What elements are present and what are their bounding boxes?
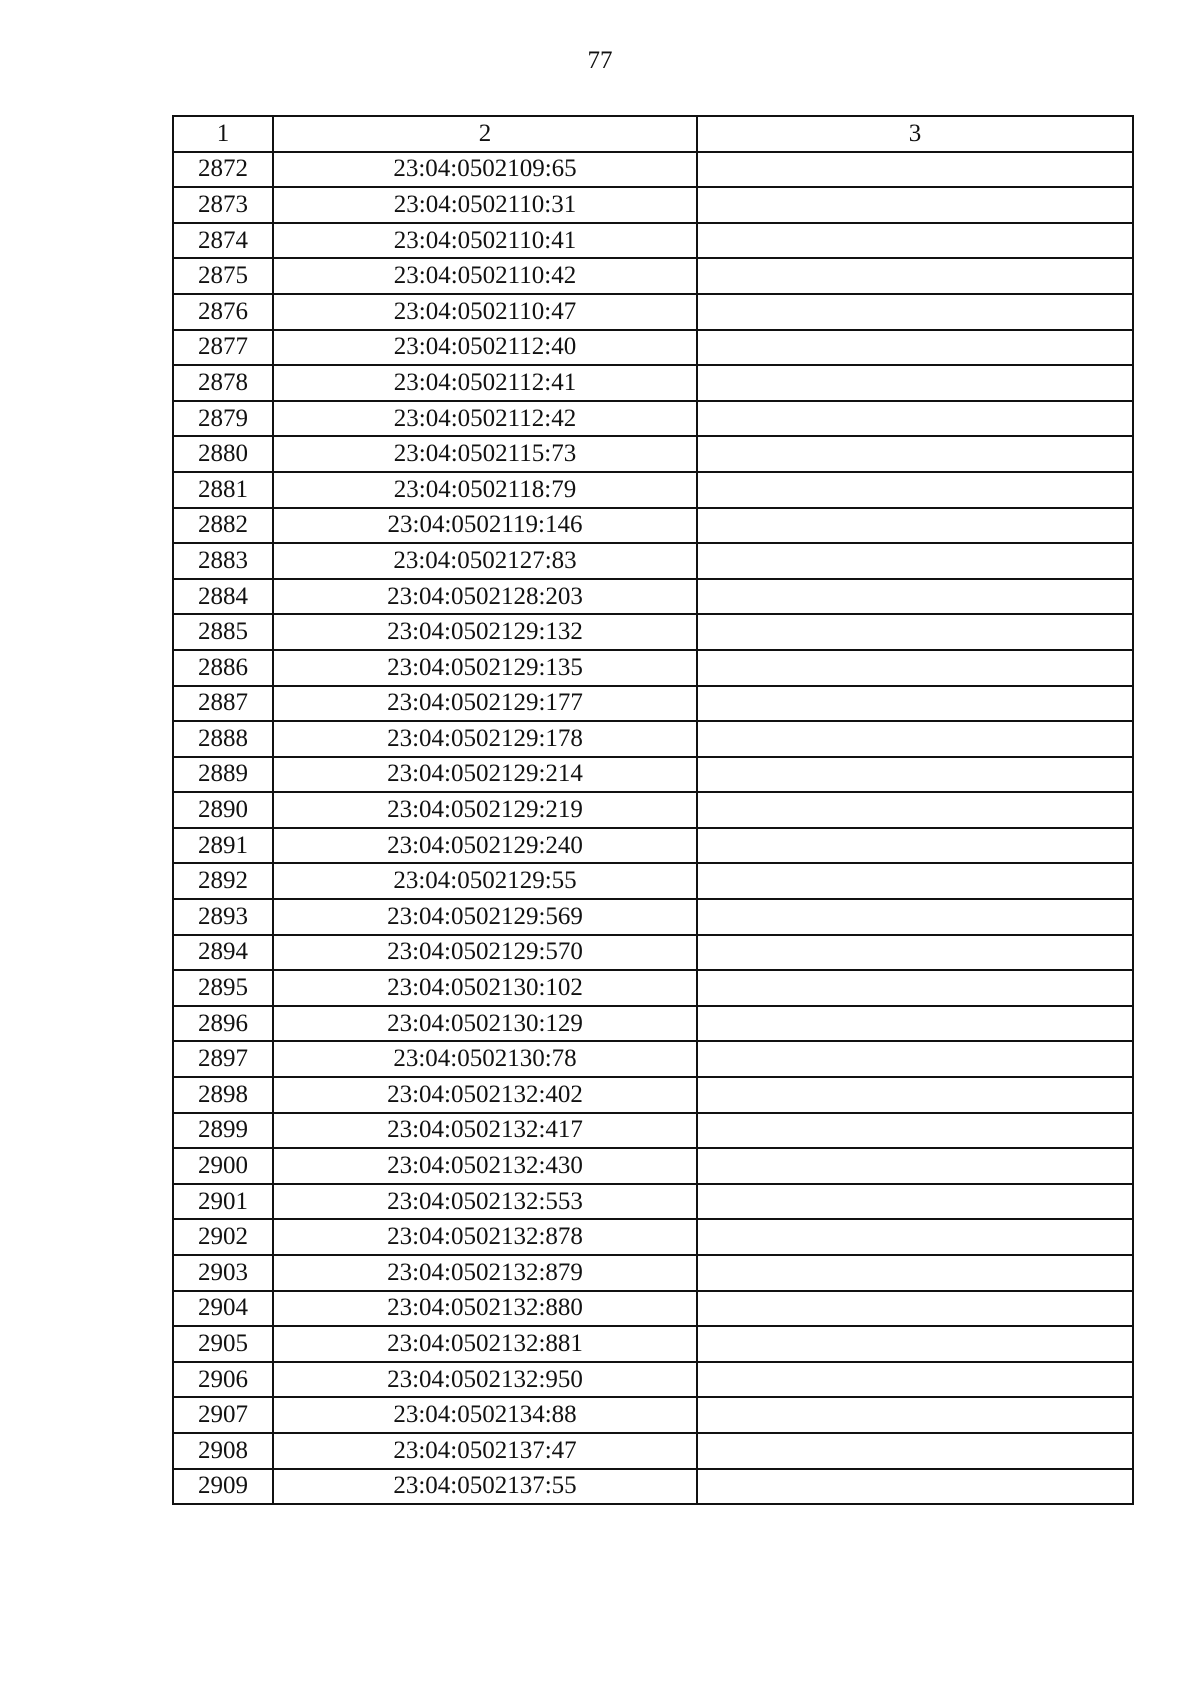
note-cell	[697, 223, 1133, 259]
row-number-cell: 2880	[173, 436, 273, 472]
note-cell	[697, 721, 1133, 757]
note-cell	[697, 1041, 1133, 1077]
cadastral-number-cell: 23:04:0502132:950	[273, 1362, 697, 1398]
cadastral-number-cell: 23:04:0502129:214	[273, 757, 697, 793]
cadastral-number-cell: 23:04:0502132:880	[273, 1291, 697, 1327]
cadastral-number-cell: 23:04:0502129:569	[273, 899, 697, 935]
row-number-cell: 2884	[173, 579, 273, 615]
table-row	[173, 187, 1133, 223]
cadastral-number-cell: 23:04:0502129:219	[273, 792, 697, 828]
row-number-cell: 2901	[173, 1184, 273, 1220]
row-number-cell: 2891	[173, 828, 273, 864]
note-cell	[697, 579, 1133, 615]
cadastral-number-cell: 23:04:0502132:402	[273, 1077, 697, 1113]
table-row	[173, 757, 1133, 793]
table-row	[173, 970, 1133, 1006]
row-number-cell: 2894	[173, 935, 273, 971]
cadastral-number-cell: 23:04:0502137:55	[273, 1469, 697, 1505]
cadastral-number-cell: 23:04:0502132:879	[273, 1255, 697, 1291]
cadastral-number-cell: 23:04:0502109:65	[273, 152, 697, 188]
row-number-cell: 2900	[173, 1148, 273, 1184]
table-row	[173, 1326, 1133, 1362]
cadastral-number-cell: 23:04:0502112:40	[273, 330, 697, 366]
cadastral-number-cell: 23:04:0502137:47	[273, 1433, 697, 1469]
registry-table	[172, 115, 1134, 1505]
table-row	[173, 721, 1133, 757]
row-number-cell: 2902	[173, 1219, 273, 1255]
row-number-cell: 2899	[173, 1113, 273, 1149]
table-row	[173, 223, 1133, 259]
row-number-cell: 2888	[173, 721, 273, 757]
note-cell	[697, 1113, 1133, 1149]
note-cell	[697, 436, 1133, 472]
table-row	[173, 294, 1133, 330]
note-cell	[697, 899, 1133, 935]
cadastral-number-cell: 23:04:0502129:177	[273, 686, 697, 722]
note-cell	[697, 472, 1133, 508]
note-cell	[697, 757, 1133, 793]
row-number-cell: 2889	[173, 757, 273, 793]
note-cell	[697, 401, 1133, 437]
table-row	[173, 1113, 1133, 1149]
table-row	[173, 1255, 1133, 1291]
note-cell	[697, 650, 1133, 686]
row-number-cell: 2875	[173, 258, 273, 294]
cadastral-number-cell: 23:04:0502129:570	[273, 935, 697, 971]
table-row	[173, 686, 1133, 722]
row-number-cell: 2872	[173, 152, 273, 188]
page-number: 77	[587, 47, 613, 74]
table-row	[173, 1148, 1133, 1184]
table-row	[173, 543, 1133, 579]
table-row	[173, 935, 1133, 971]
row-number-cell: 2887	[173, 686, 273, 722]
row-number-cell: 2873	[173, 187, 273, 223]
row-number-cell: 2883	[173, 543, 273, 579]
row-number-cell: 2874	[173, 223, 273, 259]
row-number-cell: 2878	[173, 365, 273, 401]
table-row	[173, 330, 1133, 366]
table-row	[173, 401, 1133, 437]
table-row	[173, 1077, 1133, 1113]
row-number-cell: 2881	[173, 472, 273, 508]
table-row	[173, 1219, 1133, 1255]
table-row	[173, 828, 1133, 864]
note-cell	[697, 792, 1133, 828]
note-cell	[697, 258, 1133, 294]
cadastral-number-cell: 23:04:0502118:79	[273, 472, 697, 508]
row-number-cell: 2893	[173, 899, 273, 935]
table-header-row	[173, 116, 1133, 152]
table-row	[173, 508, 1133, 544]
cadastral-number-cell: 23:04:0502130:129	[273, 1006, 697, 1042]
row-number-cell: 2876	[173, 294, 273, 330]
row-number-cell: 2892	[173, 863, 273, 899]
table-row	[173, 436, 1133, 472]
note-cell	[697, 330, 1133, 366]
note-cell	[697, 1362, 1133, 1398]
column-header-2: 2	[273, 116, 697, 152]
cadastral-number-cell: 23:04:0502110:41	[273, 223, 697, 259]
note-cell	[697, 1255, 1133, 1291]
cadastral-number-cell: 23:04:0502110:31	[273, 187, 697, 223]
table-row	[173, 863, 1133, 899]
row-number-cell: 2882	[173, 508, 273, 544]
row-number-cell: 2877	[173, 330, 273, 366]
note-cell	[697, 1469, 1133, 1505]
table-row	[173, 152, 1133, 188]
row-number-cell: 2908	[173, 1433, 273, 1469]
row-number-cell: 2903	[173, 1255, 273, 1291]
cadastral-number-cell: 23:04:0502110:47	[273, 294, 697, 330]
note-cell	[697, 1148, 1133, 1184]
row-number-cell: 2896	[173, 1006, 273, 1042]
cadastral-number-cell: 23:04:0502129:132	[273, 614, 697, 650]
note-cell	[697, 614, 1133, 650]
note-cell	[697, 828, 1133, 864]
table-row	[173, 614, 1133, 650]
table-row	[173, 579, 1133, 615]
note-cell	[697, 1397, 1133, 1433]
table-row	[173, 1469, 1133, 1505]
row-number-cell: 2904	[173, 1291, 273, 1327]
column-header-1: 1	[173, 116, 273, 152]
table-row	[173, 792, 1133, 828]
cadastral-number-cell: 23:04:0502132:430	[273, 1148, 697, 1184]
note-cell	[697, 970, 1133, 1006]
table-row	[173, 472, 1133, 508]
cadastral-number-cell: 23:04:0502132:878	[273, 1219, 697, 1255]
row-number-cell: 2885	[173, 614, 273, 650]
cadastral-number-cell: 23:04:0502127:83	[273, 543, 697, 579]
table-row	[173, 1041, 1133, 1077]
note-cell	[697, 294, 1133, 330]
table-row	[173, 365, 1133, 401]
note-cell	[697, 365, 1133, 401]
table-row	[173, 1006, 1133, 1042]
row-number-cell: 2907	[173, 1397, 273, 1433]
row-number-cell: 2886	[173, 650, 273, 686]
cadastral-number-cell: 23:04:0502119:146	[273, 508, 697, 544]
note-cell	[697, 1006, 1133, 1042]
cadastral-number-cell: 23:04:0502115:73	[273, 436, 697, 472]
table-row	[173, 1291, 1133, 1327]
note-cell	[697, 1433, 1133, 1469]
note-cell	[697, 686, 1133, 722]
column-header-3: 3	[697, 116, 1133, 152]
cadastral-number-cell: 23:04:0502132:553	[273, 1184, 697, 1220]
note-cell	[697, 863, 1133, 899]
note-cell	[697, 935, 1133, 971]
table-row	[173, 1433, 1133, 1469]
note-cell	[697, 1219, 1133, 1255]
note-cell	[697, 543, 1133, 579]
registry-table-body	[173, 116, 1133, 1504]
row-number-cell: 2890	[173, 792, 273, 828]
note-cell	[697, 152, 1133, 188]
cadastral-number-cell: 23:04:0502110:42	[273, 258, 697, 294]
row-number-cell: 2909	[173, 1469, 273, 1505]
row-number-cell: 2879	[173, 401, 273, 437]
table-row	[173, 1397, 1133, 1433]
cadastral-number-cell: 23:04:0502134:88	[273, 1397, 697, 1433]
cadastral-number-cell: 23:04:0502129:240	[273, 828, 697, 864]
cadastral-number-cell: 23:04:0502130:102	[273, 970, 697, 1006]
row-number-cell: 2895	[173, 970, 273, 1006]
note-cell	[697, 1291, 1133, 1327]
note-cell	[697, 508, 1133, 544]
cadastral-number-cell: 23:04:0502132:417	[273, 1113, 697, 1149]
table-row	[173, 650, 1133, 686]
cadastral-number-cell: 23:04:0502112:42	[273, 401, 697, 437]
row-number-cell: 2905	[173, 1326, 273, 1362]
table-row	[173, 258, 1133, 294]
row-number-cell: 2906	[173, 1362, 273, 1398]
cadastral-number-cell: 23:04:0502132:881	[273, 1326, 697, 1362]
table-row	[173, 1362, 1133, 1398]
cadastral-number-cell: 23:04:0502129:135	[273, 650, 697, 686]
table-row	[173, 1184, 1133, 1220]
row-number-cell: 2897	[173, 1041, 273, 1077]
note-cell	[697, 1077, 1133, 1113]
note-cell	[697, 1326, 1133, 1362]
cadastral-number-cell: 23:04:0502130:78	[273, 1041, 697, 1077]
note-cell	[697, 1184, 1133, 1220]
cadastral-number-cell: 23:04:0502129:178	[273, 721, 697, 757]
cadastral-number-cell: 23:04:0502128:203	[273, 579, 697, 615]
row-number-cell: 2898	[173, 1077, 273, 1113]
table-row	[173, 899, 1133, 935]
note-cell	[697, 187, 1133, 223]
cadastral-number-cell: 23:04:0502112:41	[273, 365, 697, 401]
cadastral-number-cell: 23:04:0502129:55	[273, 863, 697, 899]
